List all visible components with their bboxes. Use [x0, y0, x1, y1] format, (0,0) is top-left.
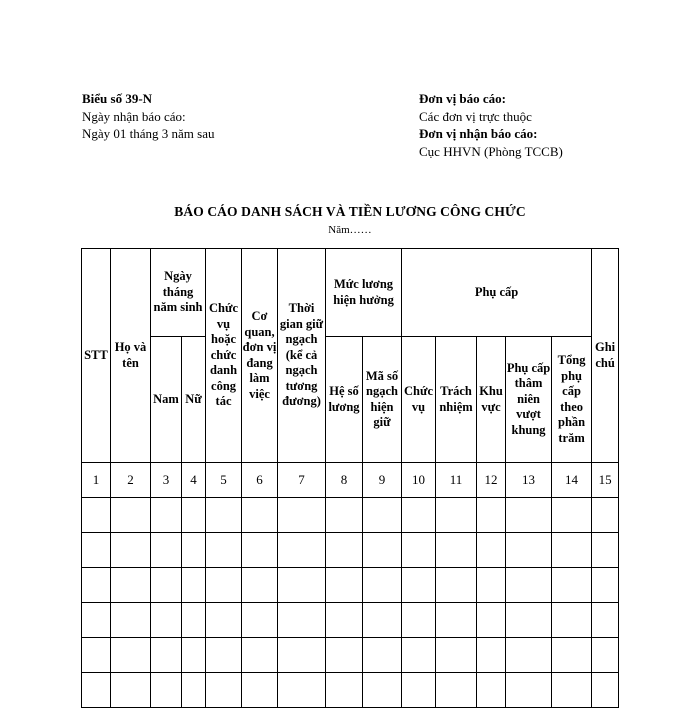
empty-cell — [182, 638, 206, 673]
header-workplace: Cơ quan, đơn vị đang làm việc — [242, 249, 278, 463]
header-coefficient: Hệ số lương — [326, 337, 363, 463]
empty-cell — [436, 568, 477, 603]
receiving-unit-label: Đơn vị nhận báo cáo: — [419, 126, 538, 141]
empty-cell — [82, 673, 111, 708]
header-name: Họ và tên — [111, 249, 151, 463]
receive-date-label: Ngày nhận báo cáo: — [82, 108, 186, 124]
empty-cell — [326, 498, 363, 533]
empty-cell — [278, 603, 326, 638]
empty-cell — [151, 603, 182, 638]
salary-table — [81, 248, 619, 708]
header-male: Nam — [151, 337, 182, 463]
header-percent-total: Tổng phụ cấp theo phần trăm — [552, 337, 592, 463]
empty-cell — [182, 568, 206, 603]
table-row — [82, 568, 619, 603]
empty-cell — [182, 533, 206, 568]
column-number: 14 — [552, 463, 592, 498]
empty-cell — [242, 673, 278, 708]
empty-cell — [363, 603, 402, 638]
empty-cell — [242, 568, 278, 603]
empty-cell — [326, 603, 363, 638]
empty-cell — [326, 568, 363, 603]
empty-cell — [326, 533, 363, 568]
empty-cell — [402, 568, 436, 603]
empty-cell — [363, 533, 402, 568]
header-region: Khu vực — [477, 337, 506, 463]
empty-cell — [206, 498, 242, 533]
header-position-allowance: Chức vụ — [402, 337, 436, 463]
empty-cell — [278, 498, 326, 533]
empty-cell — [278, 673, 326, 708]
empty-cell — [552, 638, 592, 673]
column-number: 10 — [402, 463, 436, 498]
empty-cell — [477, 638, 506, 673]
empty-cell — [242, 603, 278, 638]
header-responsibility: Trách nhiệm — [436, 337, 477, 463]
empty-cell — [436, 498, 477, 533]
empty-cell — [592, 568, 619, 603]
header-stt: STT — [82, 249, 111, 463]
receive-date: Ngày 01 tháng 3 năm sau — [82, 126, 215, 141]
table-row — [82, 533, 619, 568]
empty-cell — [552, 533, 592, 568]
header-left — [82, 90, 215, 143]
empty-cell — [506, 673, 552, 708]
column-number: 5 — [206, 463, 242, 498]
empty-cell — [278, 568, 326, 603]
empty-cell — [363, 568, 402, 603]
empty-cell — [326, 638, 363, 673]
reporting-unit: Các đơn vị trực thuộc — [419, 108, 532, 124]
header-note: Ghi chú — [592, 249, 619, 463]
form-number: Biểu số 39-N — [82, 91, 153, 106]
empty-cell — [592, 673, 619, 708]
empty-cell — [151, 638, 182, 673]
empty-cell — [326, 673, 363, 708]
empty-cell — [477, 603, 506, 638]
empty-cell — [552, 603, 592, 638]
empty-cell — [242, 533, 278, 568]
empty-cell — [477, 498, 506, 533]
empty-cell — [592, 533, 619, 568]
column-number: 9 — [363, 463, 402, 498]
empty-cell — [506, 533, 552, 568]
header-right — [419, 90, 563, 160]
empty-cell — [82, 568, 111, 603]
empty-cell — [436, 603, 477, 638]
empty-cell — [111, 498, 151, 533]
empty-cell — [436, 673, 477, 708]
empty-cell — [182, 603, 206, 638]
column-number: 11 — [436, 463, 477, 498]
header-seniority: Phụ cấp thâm niên vượt khung — [506, 337, 552, 463]
column-number: 2 — [111, 463, 151, 498]
empty-cell — [111, 568, 151, 603]
column-number: 6 — [242, 463, 278, 498]
header-allowance: Phụ cấp — [402, 249, 592, 337]
column-number: 7 — [278, 463, 326, 498]
empty-cell — [82, 638, 111, 673]
empty-cell — [506, 638, 552, 673]
empty-cell — [552, 568, 592, 603]
empty-cell — [206, 673, 242, 708]
empty-cell — [363, 673, 402, 708]
empty-cell — [552, 673, 592, 708]
empty-cell — [206, 533, 242, 568]
empty-cell — [151, 568, 182, 603]
header-grade-code: Mã số ngạch hiện giữ — [363, 337, 402, 463]
empty-cell — [278, 638, 326, 673]
column-number: 8 — [326, 463, 363, 498]
empty-cell — [402, 533, 436, 568]
column-number: 13 — [506, 463, 552, 498]
empty-cell — [111, 638, 151, 673]
empty-cell — [592, 603, 619, 638]
empty-cell — [477, 533, 506, 568]
empty-cell — [436, 533, 477, 568]
empty-cell — [363, 638, 402, 673]
empty-cell — [82, 533, 111, 568]
empty-cell — [402, 638, 436, 673]
empty-cell — [82, 603, 111, 638]
empty-cell — [506, 603, 552, 638]
header-female: Nữ — [182, 337, 206, 463]
empty-cell — [436, 638, 477, 673]
empty-cell — [592, 638, 619, 673]
empty-cell — [151, 533, 182, 568]
empty-cell — [363, 498, 402, 533]
empty-cell — [182, 498, 206, 533]
empty-cell — [592, 498, 619, 533]
empty-cell — [151, 673, 182, 708]
table-row — [82, 498, 619, 533]
table-row — [82, 638, 619, 673]
empty-cell — [111, 603, 151, 638]
empty-cell — [206, 603, 242, 638]
header-dob: Ngày tháng năm sinh — [151, 249, 206, 337]
empty-cell — [151, 498, 182, 533]
column-number: 12 — [477, 463, 506, 498]
empty-cell — [242, 638, 278, 673]
receiving-unit: Cục HHVN (Phòng TCCB) — [419, 143, 563, 159]
empty-cell — [402, 673, 436, 708]
header-grade-time: Thời gian giữ ngạch (kể cả ngạch tương đương) — [278, 249, 326, 463]
report-title: BÁO CÁO DANH SÁCH VÀ TIỀN LƯƠNG CÔNG CHỨC — [174, 204, 526, 219]
empty-cell — [402, 603, 436, 638]
column-number: 4 — [182, 463, 206, 498]
header-salary: Mức lương hiện hưởng — [326, 249, 402, 337]
empty-cell — [506, 498, 552, 533]
header-position: Chức vụ hoặc chức danh công tác — [206, 249, 242, 463]
reporting-unit-label: Đơn vị báo cáo: — [419, 91, 507, 106]
empty-cell — [477, 568, 506, 603]
column-number-row — [82, 463, 619, 498]
empty-cell — [82, 498, 111, 533]
empty-cell — [111, 673, 151, 708]
column-number: 3 — [151, 463, 182, 498]
empty-cell — [506, 568, 552, 603]
table-row — [82, 673, 619, 708]
column-number: 15 — [592, 463, 619, 498]
column-number: 1 — [82, 463, 111, 498]
empty-cell — [206, 568, 242, 603]
report-year: Năm…… — [328, 224, 372, 236]
empty-cell — [111, 533, 151, 568]
empty-cell — [477, 673, 506, 708]
empty-cell — [552, 498, 592, 533]
empty-cell — [206, 638, 242, 673]
empty-cell — [402, 498, 436, 533]
empty-cell — [278, 533, 326, 568]
empty-cell — [242, 498, 278, 533]
empty-cell — [182, 673, 206, 708]
table-row — [82, 603, 619, 638]
blank-rows — [82, 498, 619, 708]
